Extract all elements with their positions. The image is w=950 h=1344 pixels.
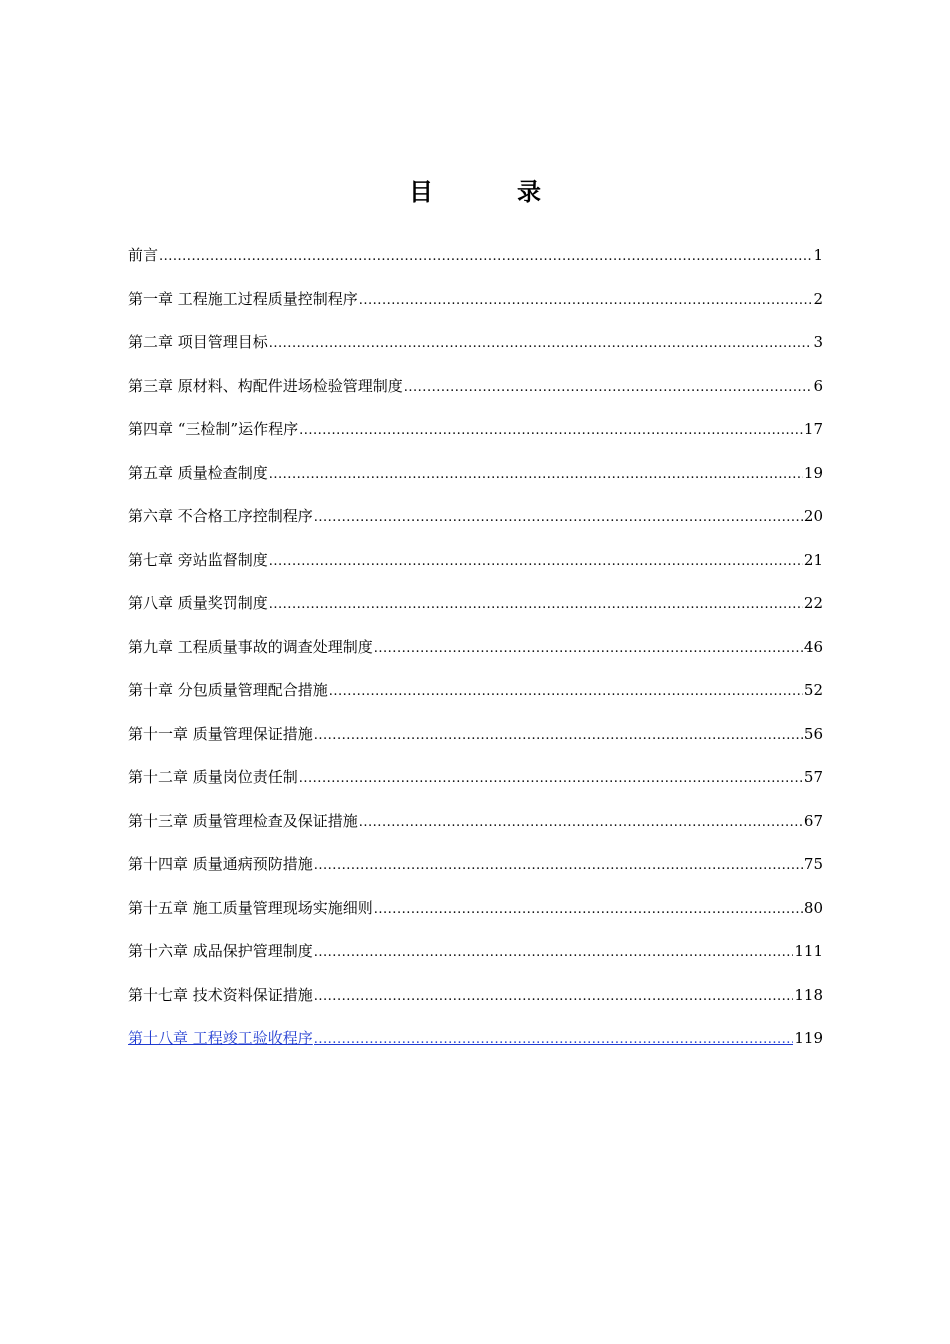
toc-dot-leader <box>374 899 803 921</box>
toc-entry-page: 119 <box>794 1029 823 1047</box>
toc-entry-label: 第十六章 成品保护管理制度 <box>128 942 313 960</box>
toc-entry-chapter-18-link[interactable] <box>128 1027 823 1071</box>
toc-title: 目 录 <box>409 178 571 206</box>
toc-dot-leader <box>299 420 803 442</box>
toc-dot-leader <box>314 986 794 1008</box>
toc-entry-page: 111 <box>794 942 823 960</box>
toc-entry-label: 第四章 “三检制”运作程序 <box>128 420 299 438</box>
toc-entry-chapter-15[interactable] <box>128 897 823 941</box>
toc-entry-label: 第十七章 技术资料保证措施 <box>128 985 313 1004</box>
toc-list <box>128 244 823 1071</box>
toc-dot-leader <box>159 246 812 268</box>
toc-entry-label: 第十五章 施工质量管理现场实施细则 <box>128 898 373 917</box>
toc-entry-chapter-10[interactable] <box>128 679 823 723</box>
toc-dot-leader[interactable] <box>314 1029 794 1051</box>
toc-dot-leader <box>314 855 803 877</box>
toc-entry-chapter-9[interactable] <box>128 636 823 680</box>
toc-entry-page: 46 <box>803 637 823 656</box>
toc-entry-page: 19 <box>803 463 823 482</box>
toc-entry-chapter-8[interactable] <box>128 592 823 636</box>
toc-entry-page: 22 <box>803 594 823 612</box>
toc-dot-leader <box>314 507 803 529</box>
toc-dot-leader <box>404 377 813 399</box>
toc-entry-label: 第八章 质量奖罚制度 <box>128 594 268 612</box>
toc-entry-page: 57 <box>803 768 823 786</box>
toc-entry-label: 第五章 质量检查制度 <box>128 463 268 482</box>
toc-dot-leader <box>359 290 813 312</box>
toc-dot-leader <box>269 594 803 616</box>
toc-entry-preface[interactable] <box>128 244 823 288</box>
toc-entry-page: 67 <box>803 811 823 830</box>
toc-entry-label: 第六章 不合格工序控制程序 <box>128 507 313 525</box>
toc-entry-label: 前言 <box>128 246 159 264</box>
toc-dot-leader <box>374 638 803 660</box>
toc-entry-chapter-17[interactable] <box>128 984 823 1028</box>
toc-entry-label: 第十四章 质量通病预防措施 <box>128 855 313 873</box>
toc-entry-chapter-7[interactable] <box>128 549 823 593</box>
toc-entry-page: 2 <box>813 289 823 308</box>
toc-dot-leader <box>269 551 803 573</box>
toc-dot-leader <box>269 333 813 355</box>
toc-entry-label: 第九章 工程质量事故的调查处理制度 <box>128 637 373 656</box>
toc-entry-chapter-1[interactable] <box>128 288 823 332</box>
toc-entry-page: 118 <box>794 985 823 1004</box>
toc-entry-page: 75 <box>803 855 823 873</box>
toc-entry-label: 第十二章 质量岗位责任制 <box>128 768 298 786</box>
toc-entry-chapter-12[interactable] <box>128 766 823 810</box>
toc-entry-page: 21 <box>803 550 823 569</box>
toc-entry-label: 第十章 分包质量管理配合措施 <box>128 681 328 699</box>
toc-entry-chapter-3[interactable] <box>128 375 823 419</box>
toc-entry-chapter-6[interactable] <box>128 505 823 549</box>
toc-dot-leader <box>299 768 803 790</box>
toc-dot-leader <box>269 464 803 486</box>
toc-entry-chapter-14[interactable] <box>128 853 823 897</box>
toc-dot-leader <box>314 725 803 747</box>
toc-entry-page: 17 <box>803 420 823 438</box>
toc-entry-page: 1 <box>813 246 823 264</box>
toc-entry-page: 80 <box>803 898 823 917</box>
toc-entry-page: 20 <box>803 507 823 525</box>
toc-entry-page: 56 <box>803 724 823 743</box>
toc-entry-label: 第二章 项目管理目标 <box>128 333 268 351</box>
toc-entry-label[interactable]: 第十八章 工程竣工验收程序 <box>128 1029 313 1047</box>
toc-entry-page: 52 <box>803 681 823 699</box>
toc-dot-leader <box>314 942 794 964</box>
toc-dot-leader <box>329 681 803 703</box>
toc-entry-chapter-5[interactable] <box>128 462 823 506</box>
toc-entry-label: 第十三章 质量管理检查及保证措施 <box>128 811 358 830</box>
toc-entry-page: 3 <box>813 333 823 351</box>
toc-entry-page: 6 <box>813 376 823 395</box>
toc-entry-chapter-4[interactable] <box>128 418 823 462</box>
toc-dot-leader <box>359 812 803 834</box>
toc-entry-chapter-11[interactable] <box>128 723 823 767</box>
toc-entry-label: 第三章 原材料、构配件进场检验管理制度 <box>128 376 403 395</box>
toc-entry-label: 第七章 旁站监督制度 <box>128 550 268 569</box>
toc-entry-chapter-2[interactable] <box>128 331 823 375</box>
toc-entry-chapter-13[interactable] <box>128 810 823 854</box>
toc-entry-label: 第一章 工程施工过程质量控制程序 <box>128 289 358 308</box>
toc-entry-label: 第十一章 质量管理保证措施 <box>128 724 313 743</box>
toc-entry-chapter-16[interactable] <box>128 940 823 984</box>
